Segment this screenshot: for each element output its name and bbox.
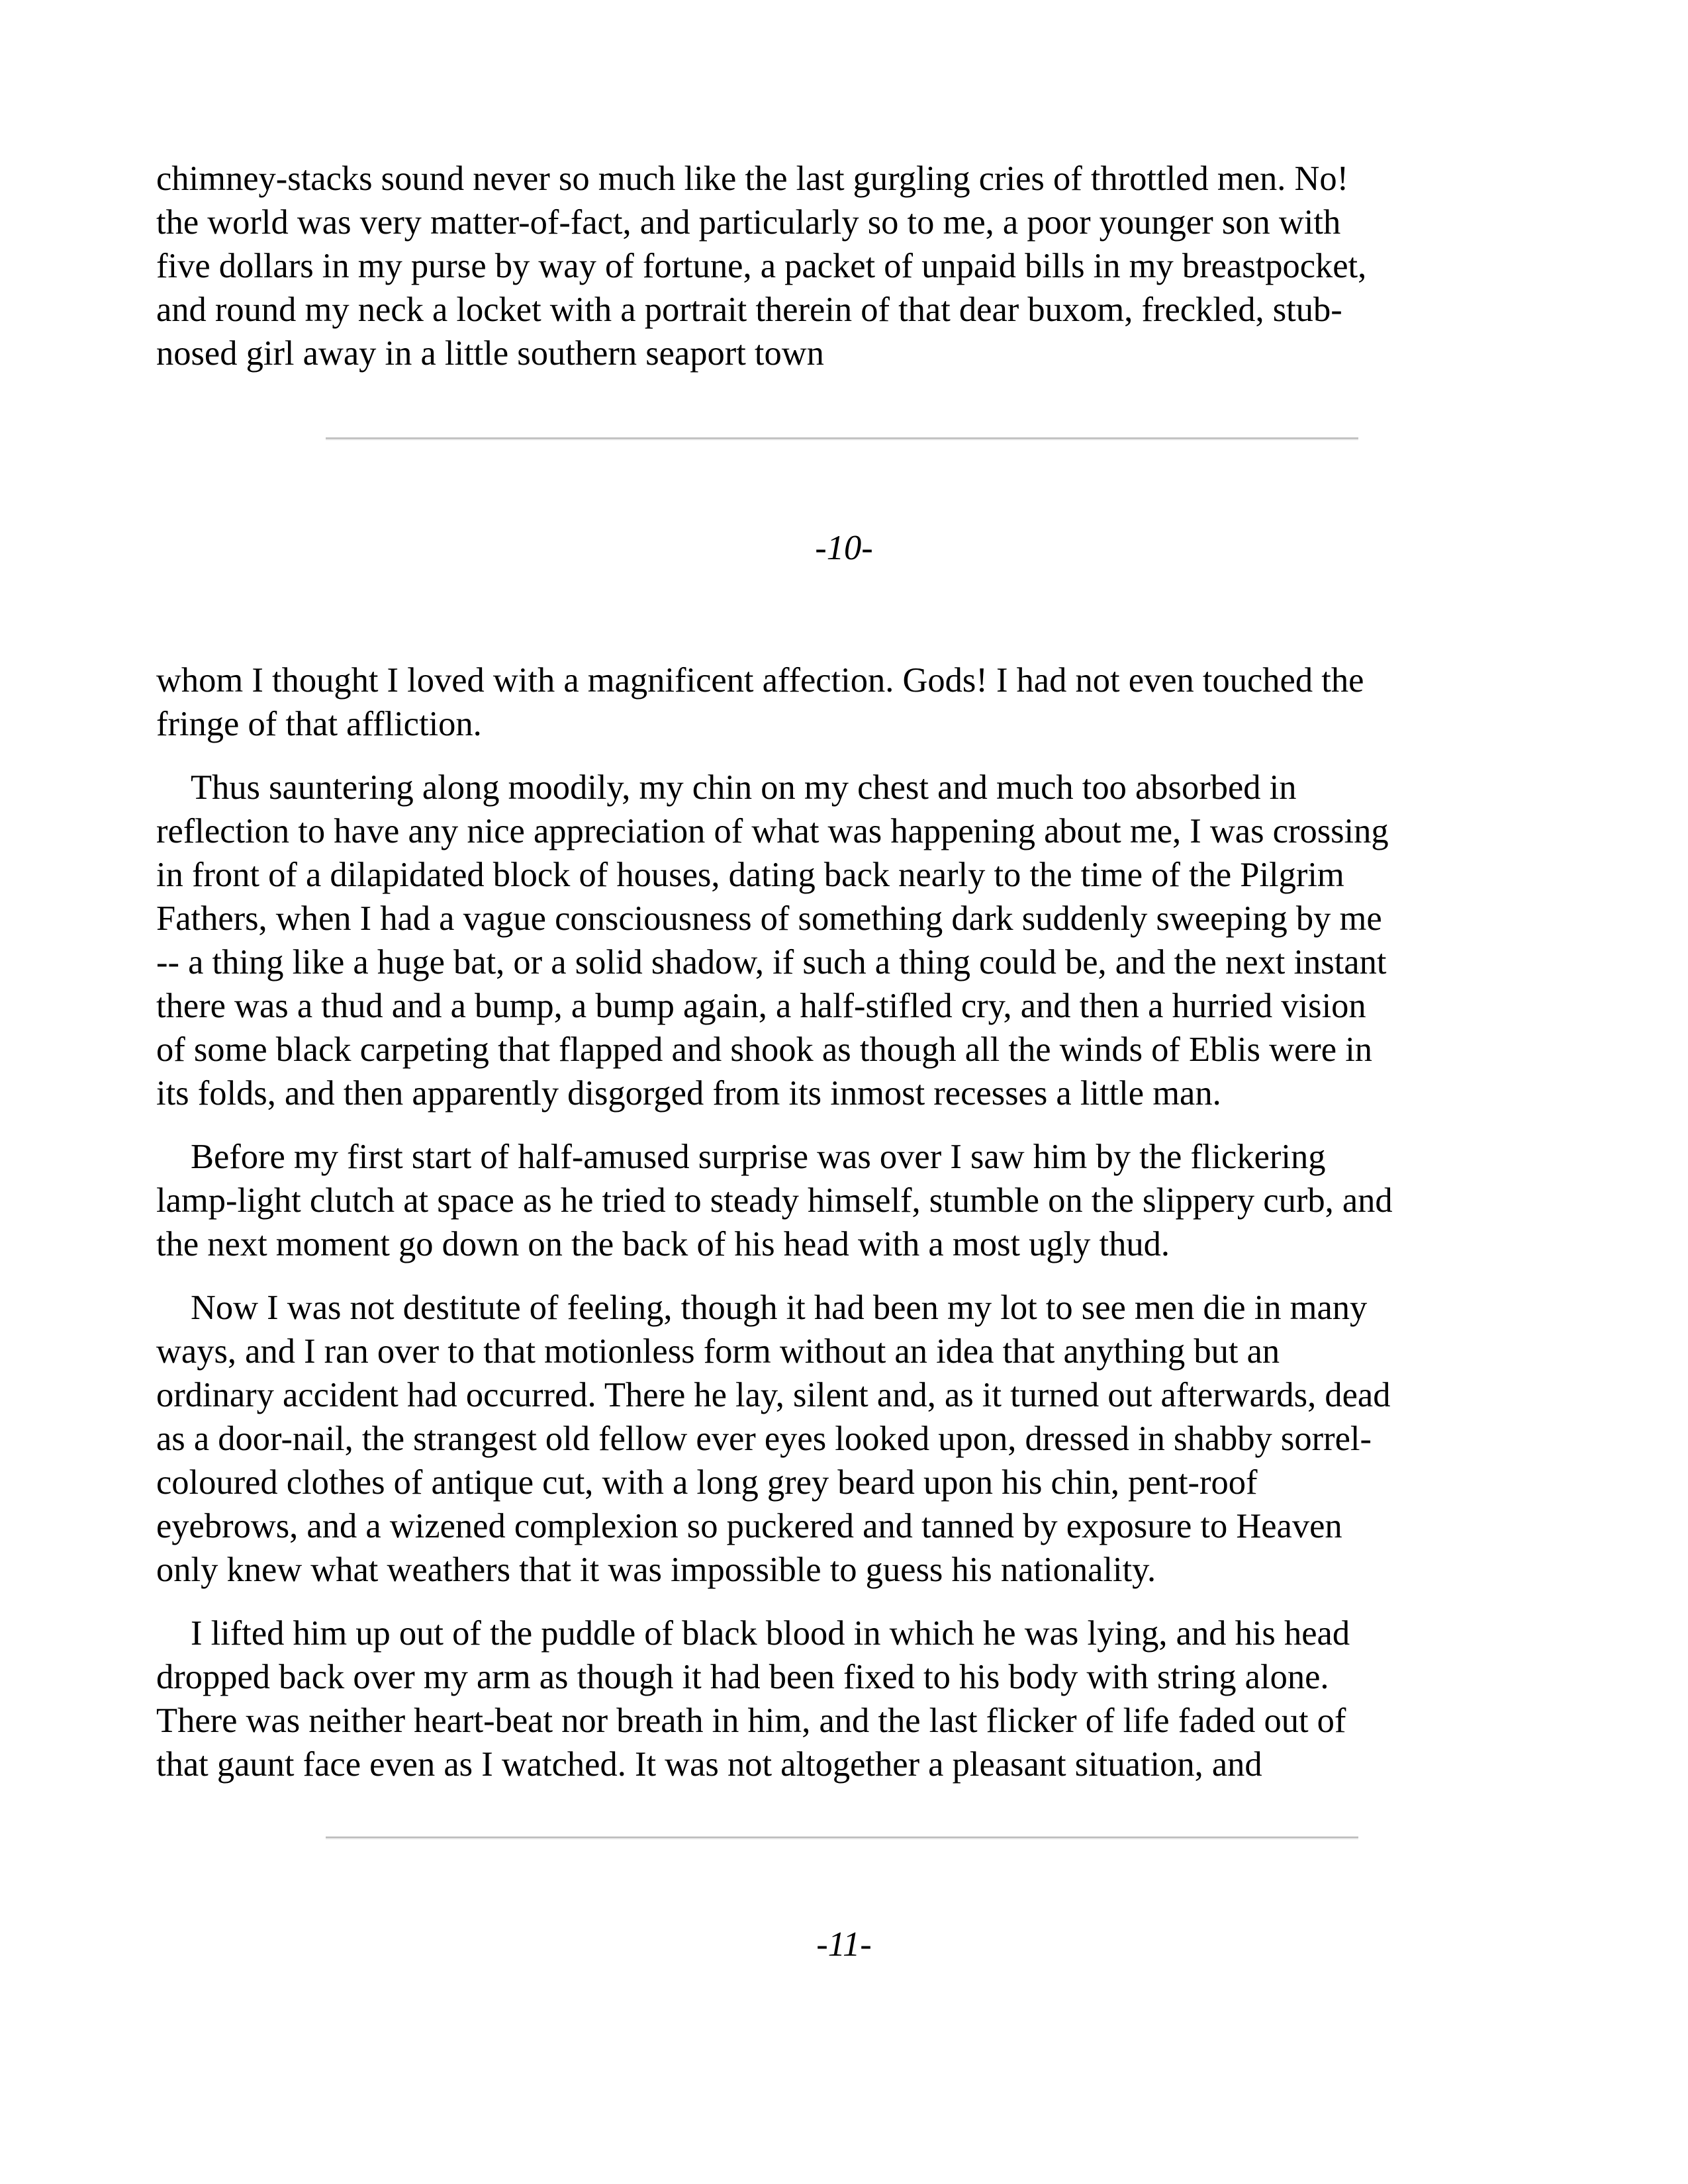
paragraph — [156, 1135, 1540, 1266]
paragraph — [156, 659, 1540, 746]
text-line: five dollars in my purse by way of fortune, a packet of unpaid bills in my breastpocket, — [156, 247, 1367, 285]
text-line: ways, and I ran over to that motionless form without an idea that anything but an — [156, 1332, 1280, 1371]
text-line: dropped back over my arm as though it had been fixed to his body with string alone. — [156, 1658, 1329, 1696]
text-line: there was a thud and a bump, a bump again, a half-stifled cry, and then a hurried vision — [156, 987, 1366, 1025]
text-line: lamp-light clutch at space as he tried to steady himself, stumble on the slippery curb, and — [156, 1181, 1393, 1220]
text-line: Thus sauntering along moodily, my chin on my chest and much too absorbed in — [190, 768, 1297, 807]
page-divider — [326, 437, 1358, 440]
text-line: I lifted him up out of the puddle of black blood in which he was lying, and his head — [190, 1614, 1350, 1653]
paragraph — [156, 157, 1540, 375]
text-line: reflection to have any nice appreciation of what was happening about me, I was crossing — [156, 812, 1389, 850]
paragraph — [156, 766, 1540, 1115]
text-line: ordinary accident had occurred. There he lay, silent and, as it turned out afterwards, dead — [156, 1376, 1391, 1414]
text-line: the world was very matter-of-fact, and particularly so to me, a poor younger son with — [156, 203, 1341, 242]
text-line: the next moment go down on the back of his head with a most ugly thud. — [156, 1225, 1170, 1263]
text-block-page-11 — [156, 659, 1540, 1786]
text-line: There was neither heart-beat nor breath in him, and the last flicker of life faded out of — [156, 1702, 1346, 1740]
page-divider — [326, 1837, 1358, 1839]
text-line: coloured clothes of antique cut, with a long grey beard upon his chin, pent-roof — [156, 1463, 1258, 1502]
text-line: chimney-stacks sound never so much like the last gurgling cries of throttled men. No! — [156, 159, 1349, 198]
text-line: as a door-nail, the strangest old fellow ever eyes looked upon, dressed in shabby sorrel- — [156, 1420, 1372, 1458]
page-number: -11- — [816, 1925, 872, 1964]
text-line: only knew what weathers that it was impossible to guess his nationality. — [156, 1551, 1156, 1589]
text-line: fringe of that affliction. — [156, 705, 482, 743]
text-block-page-10 — [156, 157, 1540, 375]
text-line: that gaunt face even as I watched. It was not altogether a pleasant situation, and — [156, 1745, 1262, 1784]
text-line: Now I was not destitute of feeling, though it had been my lot to see men die in many — [190, 1289, 1368, 1327]
paragraph — [156, 1612, 1540, 1786]
text-line: nosed girl away in a little southern seaport town — [156, 334, 824, 373]
text-line: its folds, and then apparently disgorged from its inmost recesses a little man. — [156, 1074, 1221, 1113]
text-line: Fathers, when I had a vague consciousness of something dark suddenly sweeping by me — [156, 899, 1382, 938]
text-line: and round my neck a locket with a portrait therein of that dear buxom, freckled, stub- — [156, 291, 1342, 329]
text-line: eyebrows, and a wizened complexion so puckered and tanned by exposure to Heaven — [156, 1507, 1342, 1545]
text-line: in front of a dilapidated block of houses, dating back nearly to the time of the Pilgrim — [156, 856, 1344, 894]
paragraph — [156, 1286, 1540, 1592]
page-number: -10- — [815, 529, 873, 567]
text-line: -- a thing like a huge bat, or a solid shadow, if such a thing could be, and the next instant — [156, 943, 1387, 981]
text-line: whom I thought I loved with a magnificent affection. Gods! I had not even touched the — [156, 661, 1364, 700]
text-line: of some black carpeting that flapped and shook as though all the winds of Eblis were in — [156, 1030, 1373, 1069]
text-line: Before my first start of half-amused surprise was over I saw him by the flickering — [190, 1138, 1326, 1176]
